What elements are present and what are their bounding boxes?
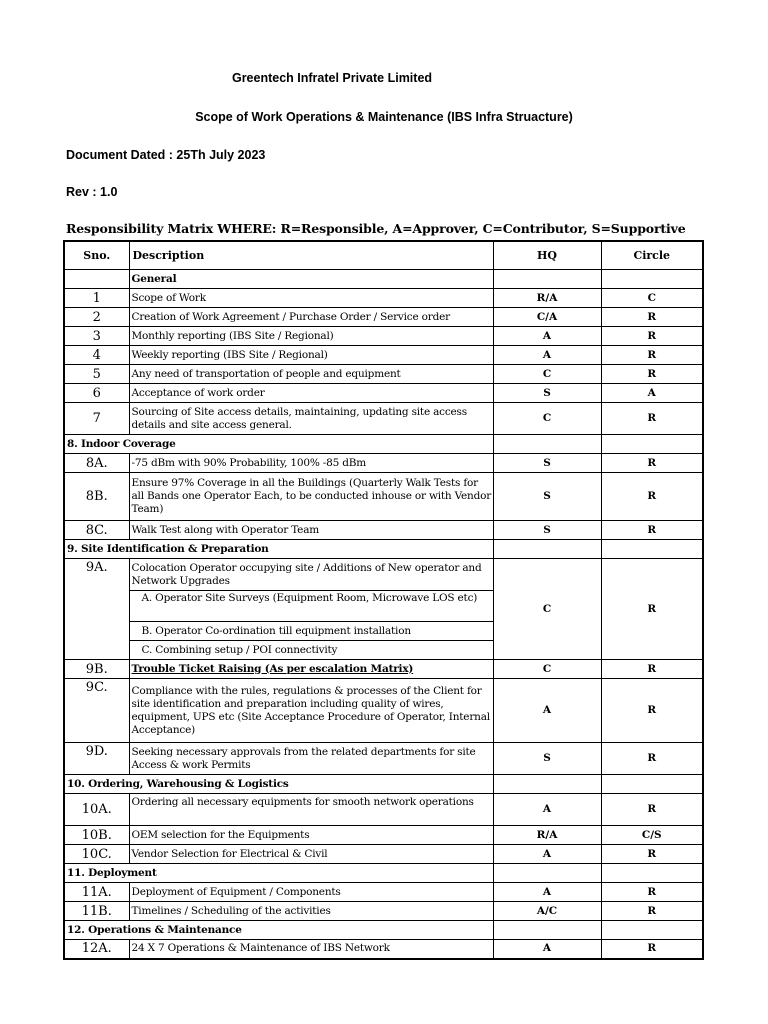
hq-cell: A (493, 346, 601, 365)
hq-cell: R/A (493, 826, 601, 845)
table-row (64, 940, 703, 959)
sno-cell: 8C. (64, 521, 129, 540)
description-cell: OEM selection for the Equipments (129, 826, 493, 845)
section-operations: 12. Operations & Maintenance (64, 921, 493, 940)
hq-cell (493, 270, 601, 289)
section-row (64, 775, 703, 794)
table-row (64, 794, 703, 826)
description-cell: Scope of Work (129, 289, 493, 308)
table-row (64, 454, 703, 473)
table-row (64, 365, 703, 384)
circle-cell: R (601, 365, 703, 384)
table-row (64, 883, 703, 902)
circle-cell: R (601, 660, 703, 679)
revision: Rev : 1.0 (66, 185, 118, 199)
sno-cell: 4 (64, 346, 129, 365)
hq-cell: A (493, 794, 601, 826)
description-cell: Ordering all necessary equipments for smooth network operations (129, 794, 493, 826)
sub-item-b: B. Operator Co-ordination till equipment installation (129, 622, 493, 641)
sno-cell: 9A. (64, 559, 129, 660)
sno-cell: 3 (64, 327, 129, 346)
description-cell: Ensure 97% Coverage in all the Buildings (Quarterly Walk Tests for all Bands one Operator Each, to be conducted inhouse or with Vendor Team) (129, 473, 493, 521)
col-hq: HQ (493, 241, 601, 270)
circle-cell: R (601, 743, 703, 775)
responsibility-table (63, 240, 704, 960)
table-row (64, 845, 703, 864)
sno-cell: 9D. (64, 743, 129, 775)
table-row (64, 743, 703, 775)
circle-cell: R (601, 902, 703, 921)
responsibility-table-wrapper (63, 240, 702, 960)
circle-cell: R (601, 845, 703, 864)
table-row (64, 384, 703, 403)
sub-item-c: C. Combining setup / POI connectivity (129, 641, 493, 660)
sno-cell: 10C. (64, 845, 129, 864)
hq-cell: S (493, 384, 601, 403)
hq-cell: A (493, 327, 601, 346)
table-row (64, 346, 703, 365)
hq-cell (493, 864, 601, 883)
col-circle: Circle (601, 241, 703, 270)
circle-cell: R (601, 473, 703, 521)
document-title: Scope of Work Operations & Maintenance (IBS Infra Struacture) (195, 110, 573, 124)
hq-cell: C (493, 403, 601, 435)
circle-cell: R (601, 679, 703, 743)
circle-cell: A (601, 384, 703, 403)
section-deployment: 11. Deployment (64, 864, 493, 883)
description-cell: Timelines / Scheduling of the activities (129, 902, 493, 921)
circle-cell (601, 540, 703, 559)
description-cell: Colocation Operator occupying site / Additions of New operator and Network Upgrades (129, 559, 493, 591)
description-cell: Monthly reporting (IBS Site / Regional) (129, 327, 493, 346)
section-row (64, 921, 703, 940)
sno-cell: 6 (64, 384, 129, 403)
hq-cell: C (493, 365, 601, 384)
hq-cell: A (493, 679, 601, 743)
hq-cell: A (493, 845, 601, 864)
description-cell: Walk Test along with Operator Team (129, 521, 493, 540)
table-row (64, 521, 703, 540)
hq-cell: A (493, 883, 601, 902)
sno-cell: 7 (64, 403, 129, 435)
responsibility-matrix-title: Responsibility Matrix WHERE: R=Responsible, A=Approver, C=Contributor, S=Supportive (66, 221, 686, 236)
sub-item-a: A. Operator Site Surveys (Equipment Room, Microwave LOS etc) (129, 591, 493, 622)
sno-cell: 8A. (64, 454, 129, 473)
circle-cell: R (601, 327, 703, 346)
sno-cell: 11B. (64, 902, 129, 921)
hq-cell: S (493, 473, 601, 521)
hq-cell (493, 435, 601, 454)
table-row (64, 403, 703, 435)
circle-cell: R (601, 403, 703, 435)
description-cell: Weekly reporting (IBS Site / Regional) (129, 346, 493, 365)
table-header-row (64, 241, 703, 270)
section-site-identification: 9. Site Identification & Preparation (64, 540, 493, 559)
description-cell: -75 dBm with 90% Probability, 100% -85 dBm (129, 454, 493, 473)
section-row (64, 540, 703, 559)
description-cell: Compliance with the rules, regulations & processes of the Client for site identification and preparation including quality of wires, equipment, UPS etc (Site Acceptance Procedure of Operator, Internal Acceptance) (129, 679, 493, 743)
hq-cell (493, 540, 601, 559)
section-ordering: 10. Ordering, Warehousing & Logistics (64, 775, 493, 794)
description-cell: Creation of Work Agreement / Purchase Order / Service order (129, 308, 493, 327)
description-cell: Sourcing of Site access details, maintaining, updating site access details and site access general. (129, 403, 493, 435)
hq-cell: S (493, 454, 601, 473)
circle-cell: R (601, 559, 703, 660)
table-row (64, 902, 703, 921)
sno-cell (64, 270, 129, 289)
section-indoor-coverage: 8. Indoor Coverage (64, 435, 493, 454)
circle-cell: R (601, 346, 703, 365)
circle-cell: R (601, 883, 703, 902)
company-name: Greentech Infratel Private Limited (231, 71, 433, 85)
table-row (64, 270, 703, 289)
hq-cell: S (493, 743, 601, 775)
circle-cell: R (601, 454, 703, 473)
description-cell: Acceptance of work order (129, 384, 493, 403)
sno-cell: 1 (64, 289, 129, 308)
table-row (64, 473, 703, 521)
hq-cell: S (493, 521, 601, 540)
circle-cell: R (601, 308, 703, 327)
col-sno: Sno. (64, 241, 129, 270)
table-row (64, 679, 703, 743)
table-row (64, 826, 703, 845)
hq-cell (493, 921, 601, 940)
hq-cell: C (493, 660, 601, 679)
description-cell: Trouble Ticket Raising (As per escalation Matrix) (129, 660, 493, 679)
circle-cell: C/S (601, 826, 703, 845)
table-row (64, 559, 703, 591)
section-general: General (129, 270, 493, 289)
hq-cell: R/A (493, 289, 601, 308)
circle-cell: R (601, 521, 703, 540)
circle-cell: R (601, 940, 703, 959)
description-cell: Any need of transportation of people and equipment (129, 365, 493, 384)
sno-cell: 5 (64, 365, 129, 384)
col-description: Description (129, 241, 493, 270)
table-row (64, 660, 703, 679)
circle-cell: R (601, 794, 703, 826)
sno-cell: 2 (64, 308, 129, 327)
hq-cell (493, 775, 601, 794)
circle-cell (601, 435, 703, 454)
hq-cell: A/C (493, 902, 601, 921)
sno-cell: 12A. (64, 940, 129, 959)
sno-cell: 9C. (64, 679, 129, 743)
sno-cell: 9B. (64, 660, 129, 679)
circle-cell (601, 921, 703, 940)
table-row (64, 308, 703, 327)
table-row (64, 289, 703, 308)
hq-cell: A (493, 940, 601, 959)
section-row (64, 435, 703, 454)
circle-cell (601, 775, 703, 794)
description-cell: Deployment of Equipment / Components (129, 883, 493, 902)
section-row (64, 864, 703, 883)
hq-cell: C/A (493, 308, 601, 327)
document-date: Document Dated : 25Th July 2023 (66, 148, 266, 162)
sno-cell: 11A. (64, 883, 129, 902)
circle-cell (601, 864, 703, 883)
hq-cell: C (493, 559, 601, 660)
table-row (64, 327, 703, 346)
description-cell: 24 X 7 Operations & Maintenance of IBS Network (129, 940, 493, 959)
description-cell: Vendor Selection for Electrical & Civil (129, 845, 493, 864)
circle-cell (601, 270, 703, 289)
description-cell: Seeking necessary approvals from the related departments for site Access & work Permits (129, 743, 493, 775)
sno-cell: 10B. (64, 826, 129, 845)
sno-cell: 10A. (64, 794, 129, 826)
circle-cell: C (601, 289, 703, 308)
sno-cell: 8B. (64, 473, 129, 521)
